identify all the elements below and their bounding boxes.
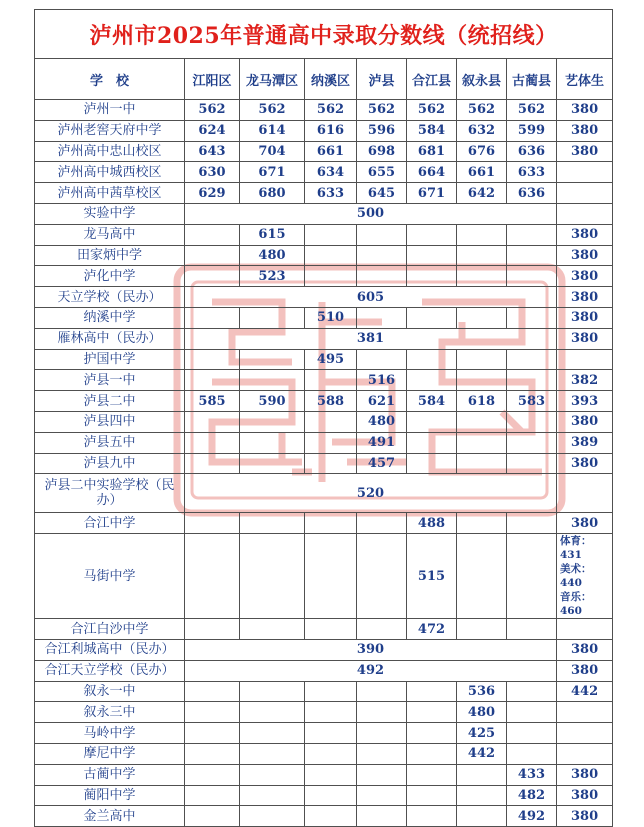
score-cell xyxy=(185,224,240,245)
school-name: 泸州一中 xyxy=(35,100,185,121)
score-cell: 433 xyxy=(507,764,557,785)
score-cell xyxy=(357,806,407,827)
column-header: 泸县 xyxy=(357,59,407,100)
art-score-cell: 380 xyxy=(557,785,613,806)
score-cell xyxy=(357,224,407,245)
score-cell: 621 xyxy=(357,391,407,412)
score-cell xyxy=(357,702,407,723)
table-row xyxy=(35,203,613,224)
school-name: 护国中学 xyxy=(35,349,185,370)
score-cell: 636 xyxy=(507,183,557,204)
score-cell xyxy=(240,349,305,370)
score-cell: 664 xyxy=(407,162,457,183)
art-score-cell: 382 xyxy=(557,370,613,391)
art-score-cell: 380 xyxy=(557,120,613,141)
score-cell xyxy=(457,619,507,640)
score-cell xyxy=(305,370,357,391)
school-name: 马街中学 xyxy=(35,534,185,619)
art-score-line: 体育：431 xyxy=(560,535,592,562)
score-cell xyxy=(185,619,240,640)
column-header-school: 学 校 xyxy=(35,59,185,100)
table-row xyxy=(35,224,613,245)
school-name: 合江天立学校（民办） xyxy=(35,660,185,681)
school-name: 金兰高中 xyxy=(35,806,185,827)
score-cell: 457 xyxy=(357,453,407,474)
art-score-cell xyxy=(557,474,613,513)
art-score-cell xyxy=(557,162,613,183)
art-score-line: 音乐：460 xyxy=(560,591,592,618)
score-cell xyxy=(305,245,357,266)
score-cell xyxy=(240,723,305,744)
score-cell xyxy=(240,432,305,453)
table-row xyxy=(35,764,613,785)
art-score-cell: 393 xyxy=(557,391,613,412)
art-score-cell-multi xyxy=(557,534,613,619)
score-cell xyxy=(457,266,507,287)
score-cell: 698 xyxy=(357,141,407,162)
score-cell: 562 xyxy=(457,100,507,121)
table-row xyxy=(35,141,613,162)
score-cell: 583 xyxy=(507,391,557,412)
table-row xyxy=(35,432,613,453)
score-cell xyxy=(305,681,357,702)
table-row xyxy=(35,307,613,328)
score-cell: 645 xyxy=(357,183,407,204)
score-cell xyxy=(357,307,407,328)
score-cell xyxy=(185,785,240,806)
score-cell xyxy=(457,349,507,370)
score-cell xyxy=(240,806,305,827)
art-score-cell xyxy=(557,743,613,764)
score-cell: 681 xyxy=(407,141,457,162)
score-cell: 480 xyxy=(457,702,507,723)
score-cell xyxy=(507,453,557,474)
score-cell xyxy=(185,723,240,744)
score-cell: 585 xyxy=(185,391,240,412)
score-cell: 671 xyxy=(240,162,305,183)
score-cell: 632 xyxy=(457,120,507,141)
score-cell xyxy=(305,513,357,534)
score-cell xyxy=(240,513,305,534)
art-score-cell xyxy=(557,203,613,224)
score-cell xyxy=(407,723,457,744)
score-cell xyxy=(407,370,457,391)
score-cell xyxy=(305,534,357,619)
score-cell xyxy=(457,453,507,474)
score-cell xyxy=(507,681,557,702)
school-name: 泸化中学 xyxy=(35,266,185,287)
table-row xyxy=(35,245,613,266)
school-name: 雁林高中（民办） xyxy=(35,328,185,349)
score-cell xyxy=(357,619,407,640)
score-cell xyxy=(457,245,507,266)
score-cell: 516 xyxy=(357,370,407,391)
art-score-cell xyxy=(557,619,613,640)
score-cell xyxy=(185,702,240,723)
score-cell xyxy=(305,723,357,744)
score-cell xyxy=(407,307,457,328)
score-cell xyxy=(240,453,305,474)
art-score-cell: 380 xyxy=(557,806,613,827)
art-score-cell: 380 xyxy=(557,639,613,660)
school-name: 纳溪中学 xyxy=(35,307,185,328)
score-cell: 633 xyxy=(507,162,557,183)
school-name: 田家炳中学 xyxy=(35,245,185,266)
score-cell: 480 xyxy=(240,245,305,266)
score-cell-merged: 500 xyxy=(185,203,557,224)
score-cell xyxy=(457,370,507,391)
art-score-line: 美术：440 xyxy=(560,563,592,590)
column-header: 古蔺县 xyxy=(507,59,557,100)
score-cell xyxy=(507,349,557,370)
art-score-cell xyxy=(557,183,613,204)
score-cell xyxy=(357,534,407,619)
school-name: 泸县二中 xyxy=(35,391,185,412)
school-name: 龙马高中 xyxy=(35,224,185,245)
art-score-cell: 380 xyxy=(557,513,613,534)
score-cell: 704 xyxy=(240,141,305,162)
table-row xyxy=(35,723,613,744)
score-cell: 492 xyxy=(507,806,557,827)
school-name: 合江利城高中（民办） xyxy=(35,639,185,660)
score-cell xyxy=(457,785,507,806)
score-cell xyxy=(507,432,557,453)
score-cell: 536 xyxy=(457,681,507,702)
score-cell xyxy=(305,266,357,287)
score-cell xyxy=(457,513,507,534)
score-cell xyxy=(407,245,457,266)
art-score-cell xyxy=(557,723,613,744)
score-cell: 491 xyxy=(357,432,407,453)
score-cell xyxy=(457,224,507,245)
score-cell xyxy=(457,534,507,619)
score-cell: 616 xyxy=(305,120,357,141)
score-cell xyxy=(407,432,457,453)
score-cell xyxy=(240,743,305,764)
page-title: 泸州市2025年普通高中录取分数线（统招线） xyxy=(35,10,613,59)
column-header: 艺体生 xyxy=(557,59,613,100)
score-cell xyxy=(240,702,305,723)
school-name: 泸州高中茜草校区 xyxy=(35,183,185,204)
score-cell-merged: 390 xyxy=(185,639,557,660)
school-name: 泸县二中实验学校（民办） xyxy=(35,474,185,513)
school-name: 叙永三中 xyxy=(35,702,185,723)
table-row xyxy=(35,681,613,702)
score-cell xyxy=(457,806,507,827)
score-cell: 472 xyxy=(407,619,457,640)
score-cell xyxy=(507,370,557,391)
column-header: 合江县 xyxy=(407,59,457,100)
score-cell-merged: 381 xyxy=(185,328,557,349)
art-score-cell: 380 xyxy=(557,411,613,432)
score-cell xyxy=(240,619,305,640)
score-cell xyxy=(240,411,305,432)
score-cell xyxy=(185,513,240,534)
table-row xyxy=(35,474,613,513)
column-header: 龙马潭区 xyxy=(240,59,305,100)
art-score-cell: 380 xyxy=(557,100,613,121)
score-cell xyxy=(407,743,457,764)
score-cell: 425 xyxy=(457,723,507,744)
score-cell xyxy=(185,245,240,266)
art-score-cell: 380 xyxy=(557,245,613,266)
score-cell xyxy=(305,432,357,453)
score-cell xyxy=(185,764,240,785)
score-cell xyxy=(185,307,240,328)
table-row xyxy=(35,183,613,204)
score-cell: 615 xyxy=(240,224,305,245)
table-row xyxy=(35,287,613,308)
art-score-cell: 380 xyxy=(557,660,613,681)
art-score-cell: 380 xyxy=(557,266,613,287)
school-name: 马岭中学 xyxy=(35,723,185,744)
score-cell: 596 xyxy=(357,120,407,141)
score-cell xyxy=(185,681,240,702)
score-cell xyxy=(357,764,407,785)
score-cell: 482 xyxy=(507,785,557,806)
score-cell xyxy=(407,411,457,432)
score-cell: 642 xyxy=(457,183,507,204)
score-cell xyxy=(185,349,240,370)
art-score-cell: 442 xyxy=(557,681,613,702)
score-cell xyxy=(507,743,557,764)
score-cell xyxy=(305,806,357,827)
score-cell: 562 xyxy=(305,100,357,121)
score-cell: 584 xyxy=(407,120,457,141)
score-cell: 562 xyxy=(185,100,240,121)
school-name: 泸州高中城西校区 xyxy=(35,162,185,183)
score-cell: 636 xyxy=(507,141,557,162)
school-name: 蔺阳中学 xyxy=(35,785,185,806)
score-cell: 633 xyxy=(305,183,357,204)
school-name: 合江中学 xyxy=(35,513,185,534)
school-name: 摩尼中学 xyxy=(35,743,185,764)
score-cell xyxy=(407,764,457,785)
score-cell xyxy=(357,513,407,534)
score-cell xyxy=(507,619,557,640)
score-cell: 680 xyxy=(240,183,305,204)
score-cell xyxy=(407,806,457,827)
score-cell xyxy=(185,534,240,619)
score-cell xyxy=(507,513,557,534)
score-cell xyxy=(305,743,357,764)
score-cell: 515 xyxy=(407,534,457,619)
score-cell: 562 xyxy=(357,100,407,121)
table-row xyxy=(35,639,613,660)
score-cell xyxy=(457,764,507,785)
score-cell: 624 xyxy=(185,120,240,141)
score-cell xyxy=(240,681,305,702)
score-cell xyxy=(357,785,407,806)
table-row xyxy=(35,785,613,806)
score-cell: 562 xyxy=(407,100,457,121)
score-cell xyxy=(305,619,357,640)
score-cell: 495 xyxy=(305,349,357,370)
table-row xyxy=(35,743,613,764)
score-cell xyxy=(305,224,357,245)
score-cell xyxy=(185,432,240,453)
score-cell: 599 xyxy=(507,120,557,141)
column-header: 江阳区 xyxy=(185,59,240,100)
art-score-cell: 380 xyxy=(557,287,613,308)
table-row xyxy=(35,328,613,349)
art-score-cell xyxy=(557,702,613,723)
school-name: 合江白沙中学 xyxy=(35,619,185,640)
score-cell xyxy=(357,266,407,287)
score-cell xyxy=(305,702,357,723)
score-cell xyxy=(457,432,507,453)
score-cell xyxy=(305,785,357,806)
score-cell: 584 xyxy=(407,391,457,412)
score-cell xyxy=(305,453,357,474)
score-cell: 618 xyxy=(457,391,507,412)
art-score-cell: 380 xyxy=(557,453,613,474)
score-cell xyxy=(185,743,240,764)
score-cell: 630 xyxy=(185,162,240,183)
art-score-cell: 380 xyxy=(557,764,613,785)
score-cell xyxy=(507,224,557,245)
score-cell: 655 xyxy=(357,162,407,183)
table-row xyxy=(35,411,613,432)
score-cell xyxy=(507,411,557,432)
score-cell-merged: 605 xyxy=(185,287,557,308)
score-cell xyxy=(185,266,240,287)
table-row xyxy=(35,120,613,141)
score-cell: 614 xyxy=(240,120,305,141)
table-row xyxy=(35,349,613,370)
school-name: 实验中学 xyxy=(35,203,185,224)
score-cell xyxy=(185,370,240,391)
art-score-cell: 389 xyxy=(557,432,613,453)
table-row xyxy=(35,162,613,183)
score-cell xyxy=(185,411,240,432)
school-name: 泸州高中忠山校区 xyxy=(35,141,185,162)
score-cell xyxy=(407,453,457,474)
score-cell xyxy=(357,743,407,764)
table-row xyxy=(35,513,613,534)
school-name: 泸县九中 xyxy=(35,453,185,474)
column-header: 纳溪区 xyxy=(305,59,357,100)
score-cell xyxy=(185,806,240,827)
score-cell: 562 xyxy=(240,100,305,121)
score-cell: 590 xyxy=(240,391,305,412)
score-cell xyxy=(357,349,407,370)
school-name: 泸州老窖天府中学 xyxy=(35,120,185,141)
score-cell xyxy=(507,723,557,744)
score-cell xyxy=(240,307,305,328)
art-score-cell: 380 xyxy=(557,224,613,245)
score-table-container xyxy=(34,9,612,824)
art-score-cell xyxy=(557,349,613,370)
score-cell: 661 xyxy=(457,162,507,183)
school-name: 叙永一中 xyxy=(35,681,185,702)
score-cell xyxy=(457,307,507,328)
score-cell: 523 xyxy=(240,266,305,287)
score-cell: 643 xyxy=(185,141,240,162)
header-row xyxy=(35,59,613,100)
score-cell xyxy=(507,266,557,287)
school-name: 泸县五中 xyxy=(35,432,185,453)
score-cell: 634 xyxy=(305,162,357,183)
score-cell-merged: 520 xyxy=(185,474,557,513)
score-cell xyxy=(457,411,507,432)
score-cell xyxy=(305,411,357,432)
score-cell xyxy=(357,245,407,266)
score-cell xyxy=(407,785,457,806)
score-cell: 588 xyxy=(305,391,357,412)
score-cell: 629 xyxy=(185,183,240,204)
score-cell: 562 xyxy=(507,100,557,121)
score-cell xyxy=(240,764,305,785)
table-row xyxy=(35,660,613,681)
table-row xyxy=(35,370,613,391)
table-row xyxy=(35,391,613,412)
school-name: 天立学校（民办） xyxy=(35,287,185,308)
school-name: 泸县一中 xyxy=(35,370,185,391)
score-cell xyxy=(507,702,557,723)
score-cell xyxy=(507,307,557,328)
score-cell xyxy=(357,723,407,744)
table-row xyxy=(35,806,613,827)
score-cell xyxy=(407,224,457,245)
score-cell: 442 xyxy=(457,743,507,764)
table-row xyxy=(35,266,613,287)
score-cell xyxy=(357,681,407,702)
score-cell xyxy=(507,245,557,266)
table-row xyxy=(35,702,613,723)
score-cell: 488 xyxy=(407,513,457,534)
score-cell: 480 xyxy=(357,411,407,432)
art-score-cell: 380 xyxy=(557,307,613,328)
table-row xyxy=(35,100,613,121)
art-score-cell: 380 xyxy=(557,328,613,349)
score-cell xyxy=(407,266,457,287)
art-score-cell: 380 xyxy=(557,141,613,162)
score-cell-merged: 492 xyxy=(185,660,557,681)
table-row xyxy=(35,453,613,474)
score-cell xyxy=(240,785,305,806)
score-cell xyxy=(407,681,457,702)
score-cell xyxy=(240,370,305,391)
score-cell: 661 xyxy=(305,141,357,162)
table-row xyxy=(35,534,613,619)
score-cell xyxy=(240,534,305,619)
score-cell xyxy=(507,534,557,619)
table-row xyxy=(35,619,613,640)
score-table xyxy=(34,9,613,827)
school-name: 泸县四中 xyxy=(35,411,185,432)
school-name: 古蔺中学 xyxy=(35,764,185,785)
score-cell xyxy=(407,702,457,723)
score-cell: 510 xyxy=(305,307,357,328)
score-cell: 671 xyxy=(407,183,457,204)
score-cell xyxy=(305,764,357,785)
score-cell: 676 xyxy=(457,141,507,162)
column-header: 叙永县 xyxy=(457,59,507,100)
score-cell xyxy=(185,453,240,474)
score-cell xyxy=(407,349,457,370)
